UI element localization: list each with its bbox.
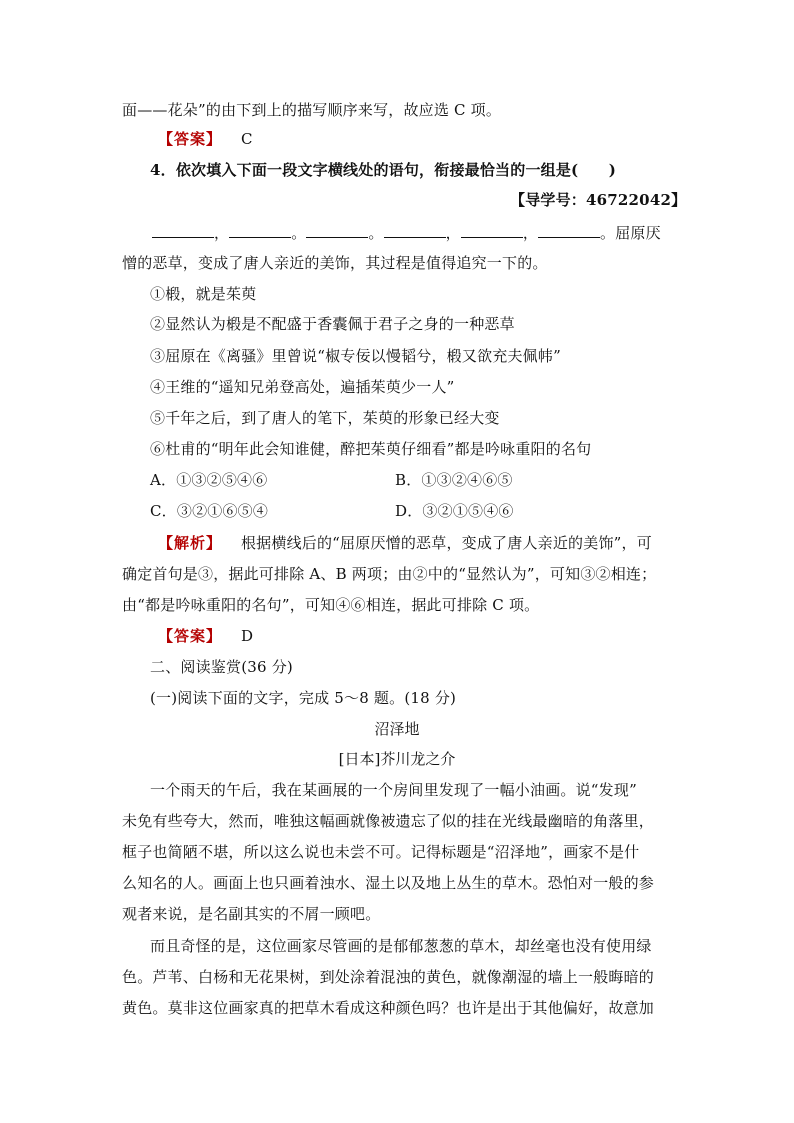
section-heading: 二、阅读鉴赏(36 分) (150, 658, 293, 676)
paragraph-2-line-1: 而且奇怪的是，这位画家尽管画的是郁郁葱葱的草木，却丝毫也没有使用绿 (150, 937, 652, 955)
subsection-heading: (一)阅读下面的文字，完成 5～8 题。(18 分) (150, 689, 457, 707)
continuation-line: 面——花朵”的由下到上的描写顺序来写，故应选 C 项。 (122, 101, 502, 119)
analysis-text: 根据横线后的“屈原厌憎的恶草，变成了唐人亲近的美饰”，可 (240, 534, 652, 552)
option-item-5: ⑤千年之后，到了唐人的笔下，茱萸的形象已经大变 (150, 409, 500, 427)
paragraph-1-line-2: 未免有些夸大，然而，唯独这幅画就像被遗忘了似的挂在光线最幽暗的角落里， (122, 812, 655, 830)
option-item-6: ⑥杜甫的“明年此会知谁健，醉把茱萸仔细看”都是吟咏重阳的名句 (150, 440, 592, 458)
blank-6 (538, 221, 600, 238)
blank-sep: ， (214, 224, 230, 242)
blank-sep: ， (522, 224, 539, 242)
answer-value: C (240, 130, 253, 148)
article-title: 沼泽地 (374, 720, 420, 738)
answer-tag: 【答案】 (158, 130, 223, 148)
answer-1 (158, 128, 253, 150)
blanks-line (152, 221, 661, 244)
analysis-line-3: 由“都是吟咏重阳的名句”，可知④⑥相连，据此可排除 C 项。 (122, 596, 540, 614)
paragraph-1-line-1: 一个雨天的午后，我在某画展的一个房间里发现了一幅小油画。说“发现” (150, 781, 637, 799)
blank-5 (461, 221, 523, 238)
passage-line-2: 憎的恶草，变成了唐人亲近的美饰，其过程是值得追究一下的。 (122, 254, 548, 272)
analysis-tag: 【解析】 (158, 534, 223, 552)
option-item-3: ③屈原在《离骚》里曾说“椒专佞以慢韬兮，椴又欲充夫佩帏” (150, 347, 561, 365)
blank-sep: 。 (368, 224, 384, 242)
answer-tag: 【答案】 (158, 627, 223, 645)
paragraph-2-line-2: 色。芦苇、白杨和无花果树，到处涂着混浊的黄色，就像潮湿的墙上一般晦暗的 (122, 968, 655, 986)
option-item-4: ④王维的“遥知兄弟登高处，遍插茱萸少一人” (150, 378, 455, 396)
analysis-line-2: 确定首句是③，据此可排除 A、B 两项；由②中的“显然认为”，可知③②相连； (122, 565, 657, 583)
paragraph-1-line-3: 框子也简陋不堪，所以这么说也未尝不可。记得标题是“沼泽地”，画家不是什 (122, 843, 640, 861)
paragraph-1-line-5: 观者来说，是名副其实的不屑一顾吧。 (122, 905, 381, 923)
paragraph-2-line-3: 黄色。莫非这位画家真的把草木看成这种颜色吗？也许是出于其他偏好，故意加 (122, 999, 655, 1017)
choice-b: B．①③②④⑥⑤ (395, 471, 513, 489)
paragraph-1-line-4: 么知名的人。画面上也只画着浊水、湿土以及地上丛生的草木。恐怕对一般的参 (122, 874, 655, 892)
choice-d: D．③②①⑤④⑥ (395, 502, 514, 520)
blank-3 (306, 221, 368, 238)
guide-number: 【导学号：46722042】 (510, 191, 687, 209)
blank-2 (229, 221, 291, 238)
choice-c: C．③②①⑥⑤④ (150, 502, 269, 520)
answer-2 (158, 625, 253, 647)
blank-sep: ， (445, 224, 461, 242)
option-item-2: ②显然认为椴是不配盛于香囊佩于君子之身的一种恶草 (150, 315, 515, 333)
blank-sep: 。 (291, 224, 307, 242)
choice-a: A．①③②⑤④⑥ (150, 471, 268, 489)
article-author: [日本]芥川龙之介 (338, 750, 456, 768)
answer-value: D (240, 627, 254, 645)
option-item-1: ①椴，就是茱萸 (150, 285, 257, 303)
blank-4 (384, 221, 446, 238)
blank-1 (152, 221, 214, 238)
analysis-line-1 (158, 532, 652, 554)
blank-tail: 。屈原厌 (600, 224, 661, 242)
question-4-stem: 4．依次填入下面一段文字横线处的语句，衔接最恰当的一组是( ) (150, 161, 617, 179)
